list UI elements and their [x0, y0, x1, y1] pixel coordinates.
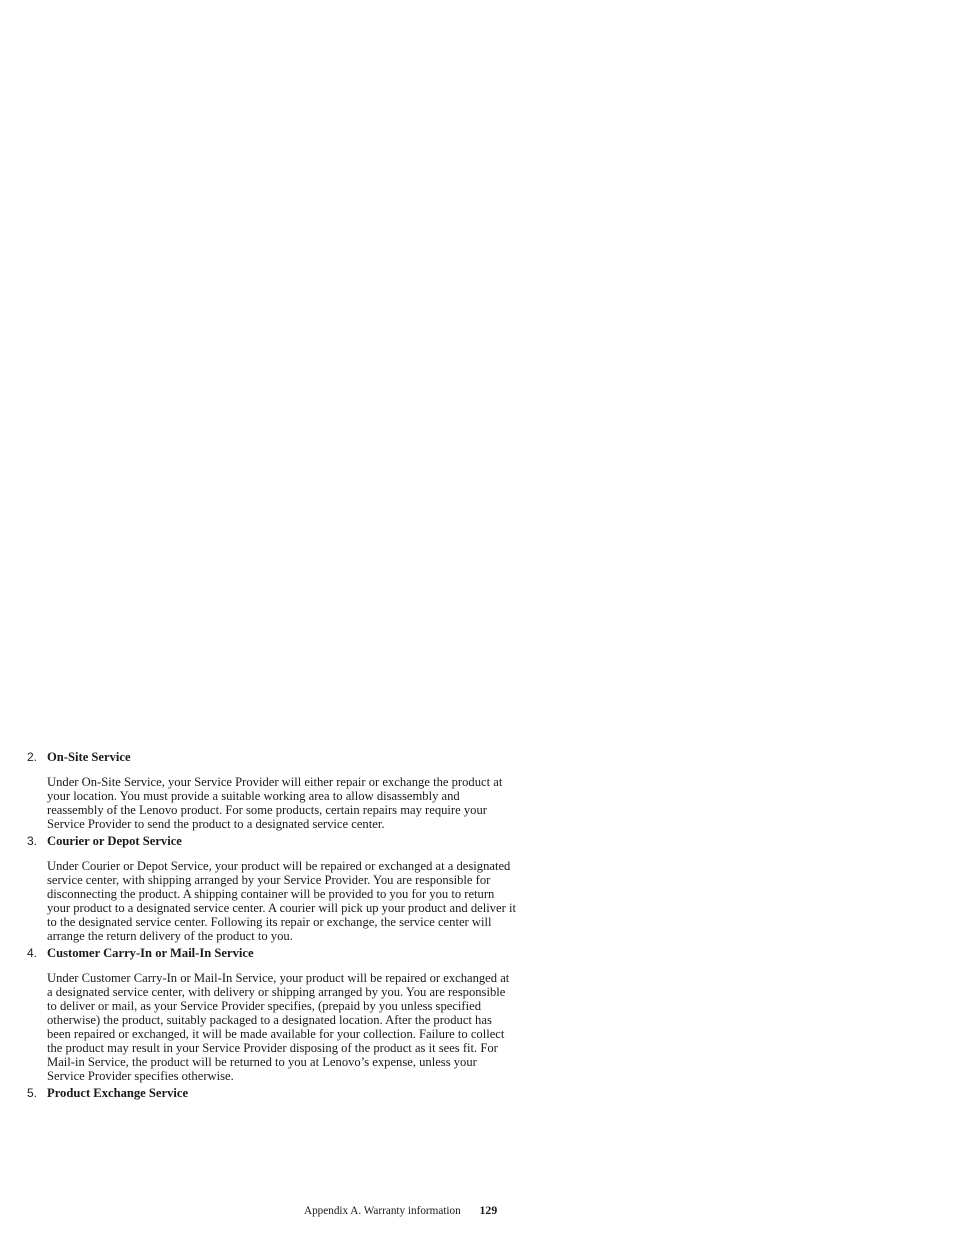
list-item-body: Under Courier or Depot Service, your product will be repaired or exchanged at a designated service center, with shipping arranged by your Service Provider. You are responsible for disconnecting the product. A shipping container will be provided to you for you to return your product to a designated service center. A courier will pick up your product and deliver it to the designated service center. Following its repair or exchange, the service center will arrange the return delivery of the product to you.	[47, 859, 516, 943]
list-item-title: On-Site Service	[47, 750, 131, 764]
list-item-title: Customer Carry-In or Mail-In Service	[47, 946, 254, 960]
list-item-product-exchange-service	[0, 1085, 540, 1102]
page-number: 129	[479, 1203, 498, 1217]
list-item-number: 4.	[27, 946, 38, 960]
list-item-on-site-service	[0, 749, 540, 831]
list-item-carry-in-or-mail-in-service	[0, 945, 540, 1083]
list-item-body: Under Customer Carry-In or Mail-In Service, your product will be repaired or exchanged at a designated service center, with delivery or shipping arranged by you. You are responsible to deliver or mail, as your Service Provider specifies, (prepaid by you unless specified otherwise) the product, suitably packaged to a designated location. After the product has been repaired or exchanged, it will be made available for your collection. Failure to collect the product may result in your Service Provider disposing of the product as it sees fit. For Mail-in Service, the product will be returned to you at Lenovo’s expense, unless your Service Provider specifies otherwise.	[47, 971, 510, 1083]
page-footer	[304, 1203, 497, 1218]
warranty-service-list	[0, 749, 540, 1102]
list-item-number: 3.	[27, 834, 38, 848]
list-item-number: 5.	[27, 1086, 38, 1100]
footer-section-title: Appendix A. Warranty information	[304, 1205, 461, 1217]
list-item-number: 2.	[27, 750, 38, 764]
list-item-courier-or-depot-service	[0, 833, 540, 943]
list-item-title: Product Exchange Service	[47, 1086, 189, 1100]
list-item-title: Courier or Depot Service	[47, 834, 182, 848]
list-item-body: Under On-Site Service, your Service Provider will either repair or exchange the product at your location. You must provide a suitable working area to allow disassembly and reassembly of the Lenovo product. For some products, certain repairs may require your Service Provider to send the product to a designated service center.	[47, 775, 503, 831]
